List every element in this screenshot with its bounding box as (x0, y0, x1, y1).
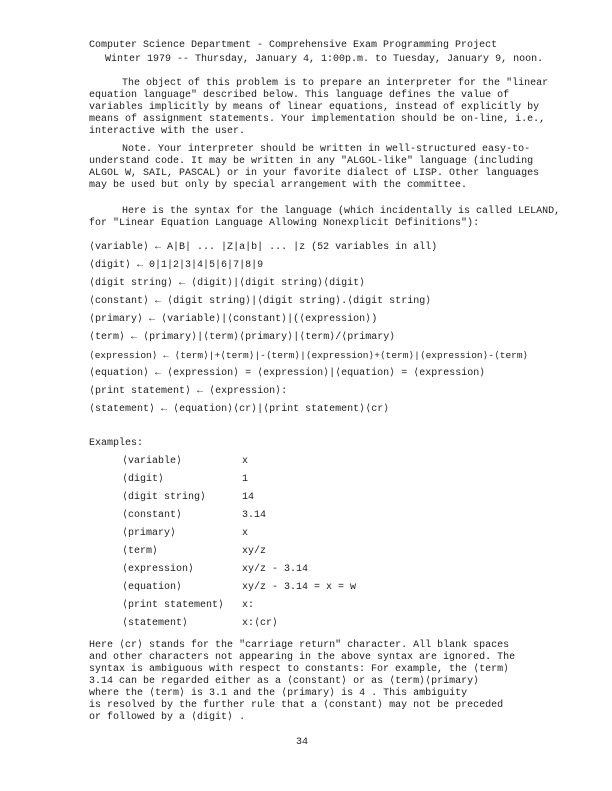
closing-line: is resolved by the further rule that a ⟨constant⟩ may not be preceded (89, 700, 504, 711)
example-value: 1 (242, 474, 249, 485)
closing-line: where the ⟨term⟩ is 3.1 and the ⟨primary⟩ is 4 . This ambiguity (89, 688, 468, 699)
syntax-rule-digit-string: ⟨digit string⟩ ← ⟨digit⟩|⟨digit string⟩⟨digit⟩ (89, 278, 366, 289)
syntax-rule-expression: ⟨expression⟩ ← ⟨term⟩|+⟨term⟩|-⟨term⟩|⟨expression⟩+⟨term⟩|⟨expression⟩-⟨term⟩ (89, 350, 529, 361)
note-line: understand code. It may be written in any "ALGOL-like" language (including (89, 156, 534, 167)
syntax-rule-term: ⟨term⟩ ← ⟨primary⟩|⟨term⟩⟨primary⟩|⟨term⟩/⟨primary⟩ (89, 332, 396, 343)
syntax-rule-equation: ⟨equation⟩ ← ⟨expression⟩ = ⟨expression⟩|⟨equation⟩ = ⟨expression⟩ (89, 368, 486, 379)
closing-line: Here ⟨cr⟩ stands for the "carriage return" character. All blank spaces (89, 640, 510, 651)
example-value: x: (242, 600, 255, 611)
syntax-rule-primary: ⟨primary⟩ ← ⟨variable⟩|⟨constant⟩|(⟨expression⟩) (89, 314, 378, 325)
syntax-rule-constant: ⟨constant⟩ ← ⟨digit string⟩|⟨digit string⟩.⟨digit string⟩ (89, 296, 432, 307)
example-value: x:⟨cr⟩ (242, 618, 279, 629)
examples-heading: Examples: (89, 438, 144, 449)
example-value: x (242, 456, 249, 467)
syntax-intro-line: for "Linear Equation Language Allowing Nonexplicit Definitions"): (89, 218, 480, 229)
note-line: ALGOL W, SAIL, PASCAL) or in your favorite dialect of LISP. Other languages (89, 168, 540, 179)
example-value: 14 (242, 492, 255, 503)
example-category: ⟨term⟩ (122, 546, 159, 557)
intro-line: The object of this problem is to prepare an interpreter for the "linear (122, 78, 549, 89)
example-category: ⟨digit string⟩ (122, 492, 207, 503)
page-number: 34 (296, 737, 309, 748)
example-value: xy/z - 3.14 (242, 564, 309, 575)
intro-line: variables implicitly by means of linear equations, instead of explicitly by (89, 102, 540, 113)
note-paragraph (89, 144, 579, 192)
syntax-rule-digit: ⟨digit⟩ ← 0|1|2|3|4|5|6|7|8|9 (89, 260, 264, 271)
note-line: Note. Your interpreter should be written in well-structured easy-to- (122, 144, 531, 155)
note-line: may be used but only by special arrangement with the committee. (89, 180, 468, 191)
syntax-intro-paragraph (89, 206, 579, 230)
example-category: ⟨equation⟩ (122, 582, 183, 593)
syntax-rule-print-statement: ⟨print statement⟩ ← ⟨expression⟩: (89, 386, 288, 397)
syntax-rule-statement: ⟨statement⟩ ← ⟨equation⟩⟨cr⟩|⟨print statement⟩⟨cr⟩ (89, 404, 390, 415)
example-category: ⟨statement⟩ (122, 618, 189, 629)
intro-line: equation language" described below. This language defines the value of (89, 90, 510, 101)
example-value: x (242, 528, 249, 539)
header-schedule: Winter 1979 -- Thursday, January 4, 1:00p.m. to Tuesday, January 9, noon. (105, 54, 544, 65)
closing-paragraph (89, 640, 579, 724)
intro-paragraph (89, 78, 579, 138)
example-value: xy/z - 3.14 = x = w (242, 582, 357, 593)
intro-line: means of assignment statements. Your implementation should be on-line, i.e., (89, 114, 546, 125)
example-category: ⟨constant⟩ (122, 510, 183, 521)
example-value: 3.14 (242, 510, 267, 521)
example-category: ⟨digit⟩ (122, 474, 165, 485)
closing-line: 3.14 can be regarded either as a ⟨constant⟩ or as ⟨term⟩⟨primary⟩ (89, 676, 480, 687)
syntax-rule-variable: ⟨variable⟩ ← A|B| ... |Z|a|b| ... |z (52 variables in all) (89, 242, 438, 253)
example-category: ⟨primary⟩ (122, 528, 177, 539)
closing-line: syntax is ambiguous with respect to constants: For example, the ⟨term⟩ (89, 664, 510, 675)
header-title: Computer Science Department - Comprehensive Exam Programming Project (89, 40, 498, 51)
example-category: ⟨variable⟩ (122, 456, 183, 467)
syntax-intro-line: Here is the syntax for the language (which incidentally is called LELAND, (122, 206, 561, 217)
closing-line: and other characters not appearing in the above syntax are ignored. The (89, 652, 516, 663)
example-category: ⟨print statement⟩ (122, 600, 225, 611)
closing-line: or followed by a ⟨digit⟩ . (89, 712, 246, 723)
example-value: xy/z (242, 546, 267, 557)
intro-line: interactive with the user. (89, 126, 246, 137)
example-category: ⟨expression⟩ (122, 564, 195, 575)
